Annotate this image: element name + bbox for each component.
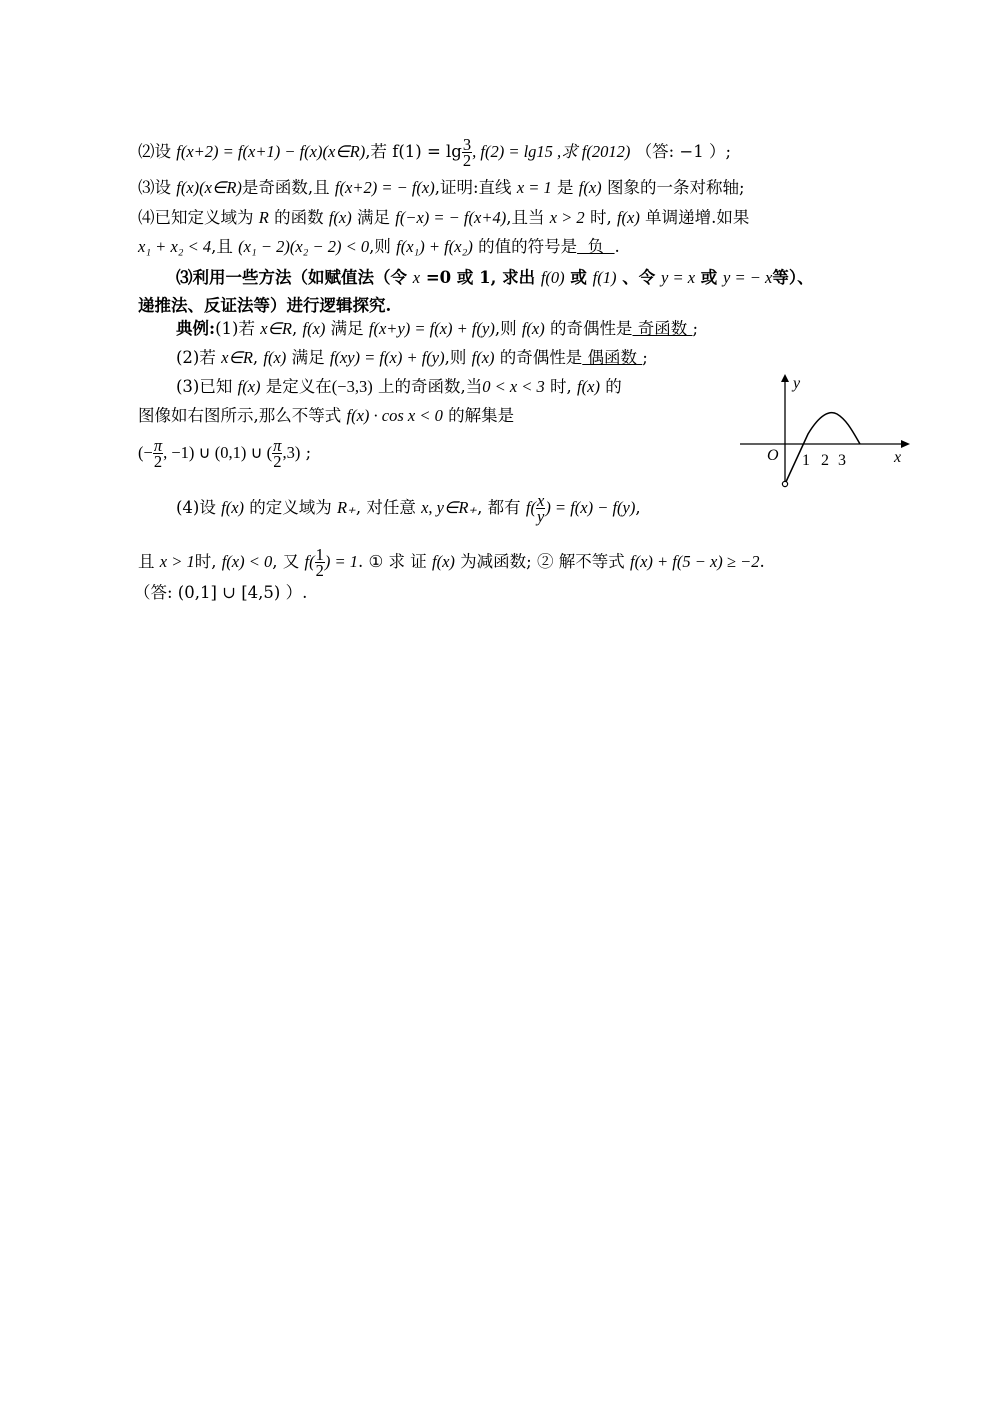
example-4-answer: （答: (0,1] ∪ [4,5) ）. xyxy=(134,583,308,602)
problem-4-answer: 负 xyxy=(577,237,615,256)
tick-label-3: 3 xyxy=(838,452,846,469)
problem-4-line-2: x₁ + x₂ < 4,且 (x₁ − 2)(x₂ − 2) < 0,则 f(x₁) + f(x₂) 的值的符号是 负 . xyxy=(138,237,620,256)
problem-3: ⑶设 f(x)(x∈R)是奇函数,且 f(x+2) = − f(x),证明:直线 x = 1 是 f(x) 图象的一条对称轴; xyxy=(138,178,745,197)
fraction-1-2: $\frac{1}{2}$ xyxy=(315,545,324,580)
fraction-pi-2: $\frac{\pi}{2}$ xyxy=(273,436,282,471)
open-point xyxy=(782,481,787,486)
fraction-pi-2: $\frac{\pi}{2}$ xyxy=(153,436,163,471)
fraction-3-2: $\frac{3}{2}$ xyxy=(462,135,472,170)
tick-label-2: 2 xyxy=(821,452,829,469)
problem-4-line-1: ⑷已知定义域为 R 的函数 f(x) 满足 f(−x) = − f(x+4),且当 x > 2 时, f(x) 单调递增.如果 xyxy=(138,208,750,227)
curve xyxy=(785,413,860,484)
tick-label-1: 1 xyxy=(802,452,810,469)
method-heading-line-1: ⑶利用一些方法（如赋值法（令 x =0 或 1, 求出 f(0) 或 f(1) 、令 y = x 或 y = − x等）、 xyxy=(176,268,814,287)
y-axis-arrow xyxy=(781,374,789,382)
example-label: 典例: xyxy=(176,319,216,338)
fraction-x-y: $\frac{x}{y}$ xyxy=(536,491,545,526)
problem-2 xyxy=(138,137,731,168)
example-1: 典例:(1)若 x∈R, f(x) 满足 f(x+y) = f(x) + f(y),则 f(x) 的奇偶性是 奇函数 ; xyxy=(176,319,699,338)
function-graph xyxy=(735,372,915,492)
example-3-line-2: 图像如右图所示,那么不等式 f(x) · cos x < 0 的解集是 xyxy=(138,406,515,425)
example-1-answer: 奇函数 xyxy=(632,319,693,338)
problem-2-condition: ,若 f(1) = lg xyxy=(365,142,462,161)
origin-label: O xyxy=(767,447,779,464)
x-axis-label: x xyxy=(894,449,902,466)
problem-2-rest: , f(2) = lg15 ,求 f(2012) xyxy=(472,142,631,161)
problem-2-answer: （答: −1 ）; xyxy=(635,142,732,161)
example-4-line-1: (4)设 f(x) 的定义域为 R₊, 对任意 x, y∈R₊, 都有 f( $\frac{x}{y}$ ) = f(x) − f(y), xyxy=(176,491,641,526)
example-4-line-2: 且 x > 1时, f(x) < 0, 又 f( $\frac{1}{2}$ ) = 1. ① 求 证 f(x) 为减函数; ② 解不等式 f(x) + f(5 − x) ≥ −2. xyxy=(138,545,765,580)
method-heading-line-2: 递推法、反证法等）进行逻辑探究. xyxy=(138,296,392,315)
example-3-line-1: (3)已知 f(x) 是定义在(−3,3) 上的奇函数,当0 < x < 3 时, f(x) 的 xyxy=(176,377,622,396)
example-2: (2)若 x∈R, f(x) 满足 f(xy) = f(x) + f(y),则 f(x) 的奇偶性是 偶函数 ; xyxy=(176,348,648,367)
x-axis-arrow xyxy=(901,440,910,448)
example-3-answer: (− $\frac{\pi}{2}$ , −1) ∪ (0,1) ∪ ( $\frac{\pi}{2}$ ,3) ; xyxy=(138,436,312,471)
y-axis-label: y xyxy=(793,375,801,392)
example-2-answer: 偶函数 xyxy=(582,348,643,367)
problem-2-equation: f(x+2) = f(x+1) − f(x)(x∈R) xyxy=(176,142,366,161)
problem-2-label: ⑵设 xyxy=(138,142,171,161)
